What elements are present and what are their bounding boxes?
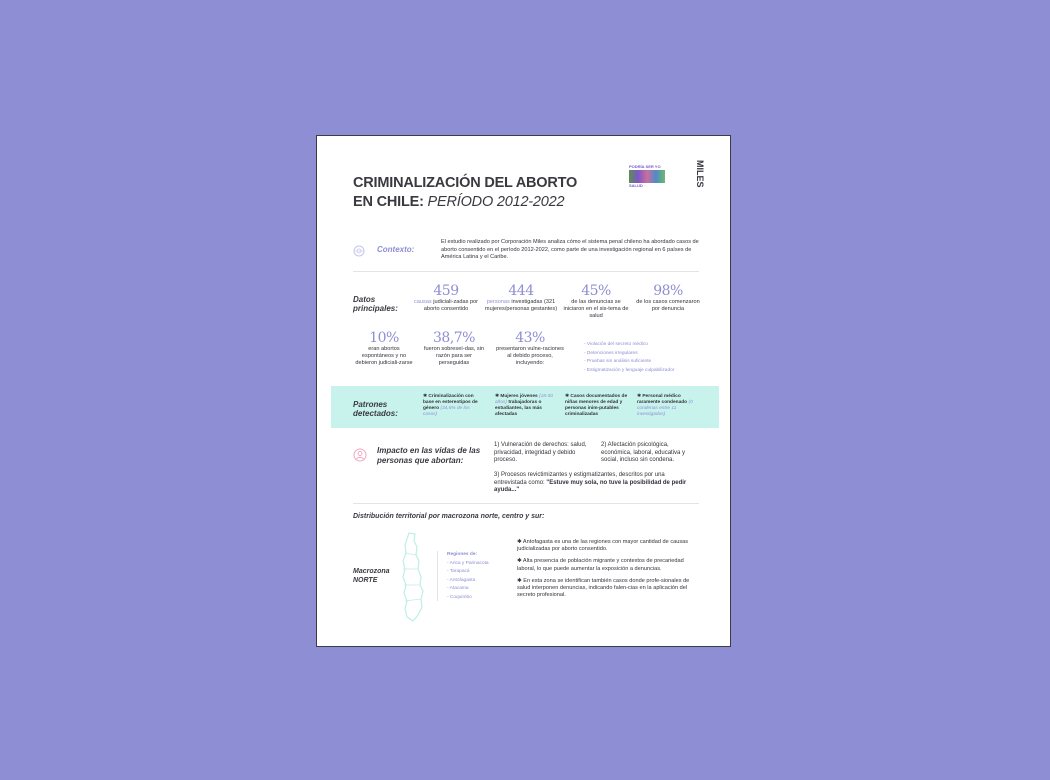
infographic-sheet: [316, 135, 731, 647]
regions-header: Regiones de:: [447, 552, 478, 557]
list-item: - Antofagasta: [447, 577, 476, 583]
title-line-1: CRIMINALIZACIÓN DEL ABORTO: [353, 175, 578, 191]
stat-comenzaron-denuncia: [635, 284, 701, 313]
page-title: [353, 174, 577, 212]
title-line-2: [353, 193, 577, 212]
stat-text: personas investigadas (321 mujeres/personas gestantes): [484, 299, 558, 312]
chile-north-map-icon: [395, 531, 435, 628]
distribucion-title: Distribución territorial por macrozona norte, centro y sur:: [353, 513, 545, 520]
stat-text: presentaron vulne-raciones al debido proceso, incluyendo:: [496, 346, 564, 366]
macrozona-label: [353, 568, 390, 585]
norte-bullets: [517, 539, 699, 604]
miles-logo: [689, 158, 705, 198]
impacto-label: Impacto en las vidas de las personas que abortan:: [377, 446, 481, 465]
stat-number: 45%: [581, 283, 611, 299]
list-item: - Coquimbo: [447, 594, 472, 600]
stat-denuncias-salud: [563, 284, 629, 320]
macrozona-line-1: Macrozona: [353, 568, 390, 575]
macrozona-line-2: NORTE: [353, 576, 378, 584]
podria-ser-yo-logo: [629, 164, 667, 192]
impacto-item-3: 3) Procesos revictimizantes y estigmatizantes, descritos por una entrevistada como: "Estuve muy sola, no tuve la posibilidad de pedir ayuda...": [494, 472, 687, 494]
logo-podria-bottom: SALUD: [629, 183, 643, 188]
regions-list: [447, 551, 489, 603]
stat-number: 10%: [369, 330, 399, 346]
contexto-text: El estudio realizado por Corporación Miles analiza cómo el sistema penal chileno ha abordado casos de aborto consentido en el período 2012-2022, como parte de una investigación regional en 6 países de América Latina y el Caribe.: [441, 239, 699, 261]
stat-number: 98%: [653, 283, 683, 299]
datos-label-line-2: principales:: [353, 304, 398, 313]
list-item: - Violación del secreto médico: [584, 342, 648, 347]
patrones-label-line-1: Patrones: [353, 400, 388, 409]
stat-number: 459: [433, 283, 459, 299]
bullet-item: ✱ Antofagasta es una de las regiones con mayor cantidad de causas judicializadas por aborto consentido.: [517, 539, 689, 553]
divider: [353, 503, 699, 504]
datos-label: [353, 295, 398, 313]
list-item: - Arica y Parinacota: [447, 560, 489, 566]
regions-divider: [437, 551, 438, 601]
patrones-label: [353, 400, 398, 418]
list-item: - Detenciones irregulares: [584, 350, 638, 356]
stat-debido-proceso: [495, 331, 565, 367]
stat-text: causas judiciali-zadas por aborto consentido: [413, 299, 479, 312]
bullet-item: ✱ Alta presencia de población migrante y contextos de precariedad laboral, lo que puede aumentar la exposición a denuncias.: [517, 558, 684, 572]
list-item: - Pruebas sin análisis suficiente: [584, 359, 652, 365]
person-icon: [353, 448, 367, 467]
list-item: - Atacama: [447, 586, 469, 592]
miles-logo-text: MILES: [695, 160, 705, 188]
stat-text: de las denuncias se iniciaron en el sis-tema de salud: [563, 299, 629, 319]
datos-label-line-1: Datos: [353, 295, 376, 304]
patron-item: ✱ Mujeres jóvenes (18-30 años) trabajadoras o estudiantes, las más afectadas: [495, 394, 553, 417]
stat-sobreseidas: [423, 331, 485, 367]
list-item: - Estigmatización y lenguaje culpabilizador: [584, 367, 675, 373]
bullet-item: ✱ En esta zona se identifican también casos donde profe-sionales de salud interponen denuncias, indicando falen-cias en la aplicación del secreto profesional.: [517, 577, 690, 599]
patron-item: ✱ Personal médico raramente condenado (0 condenas entre 11 investigados): [637, 394, 693, 417]
stat-number: 43%: [515, 330, 545, 346]
stat-causas: [413, 284, 479, 313]
impacto-item-1: 1) Vulneración de derechos: salud, privacidad, integridad y debido proceso.: [494, 442, 587, 464]
miles-logo-mark-icon: [689, 158, 705, 198]
stat-personas: [483, 284, 559, 313]
patron-item: ✱ Criminalización con base en estereotipos de género (34,6% de los casos): [423, 394, 478, 417]
patron-item: ✱ Casos documentados de niñas menores de edad y personas inim-putables criminalizadas: [565, 394, 628, 417]
logo-podria-top: PODRÍA SER YO: [629, 164, 661, 169]
divider: [353, 271, 699, 272]
patrones-label-line-2: detectados:: [353, 409, 398, 418]
contexto-icon: [353, 244, 365, 262]
stat-number: 444: [508, 283, 534, 299]
contexto-label: Contexto:: [377, 245, 415, 254]
logo-collage-image: [629, 170, 665, 183]
stat-number: 38,7%: [433, 330, 475, 346]
title-italic: PERÍODO 2012-2022: [427, 194, 565, 210]
stat-text: eran abortos espontáneos y no debieron judiciali-zarse: [355, 346, 413, 366]
impacto-item-2: 2) Afectación psicológica, económica, laboral, educativa y social, incluso sin condena.: [601, 442, 686, 464]
list-item: - Tarapacá: [447, 569, 470, 575]
violations-list: [584, 341, 674, 375]
stat-text: fueron sobreseí-das, sin razón para ser perseguidas: [423, 346, 484, 366]
title-bold: EN CHILE:: [353, 194, 424, 210]
stat-text: de los casos comenzaron por denuncia: [636, 299, 700, 312]
stat-espontaneos: [353, 331, 415, 367]
